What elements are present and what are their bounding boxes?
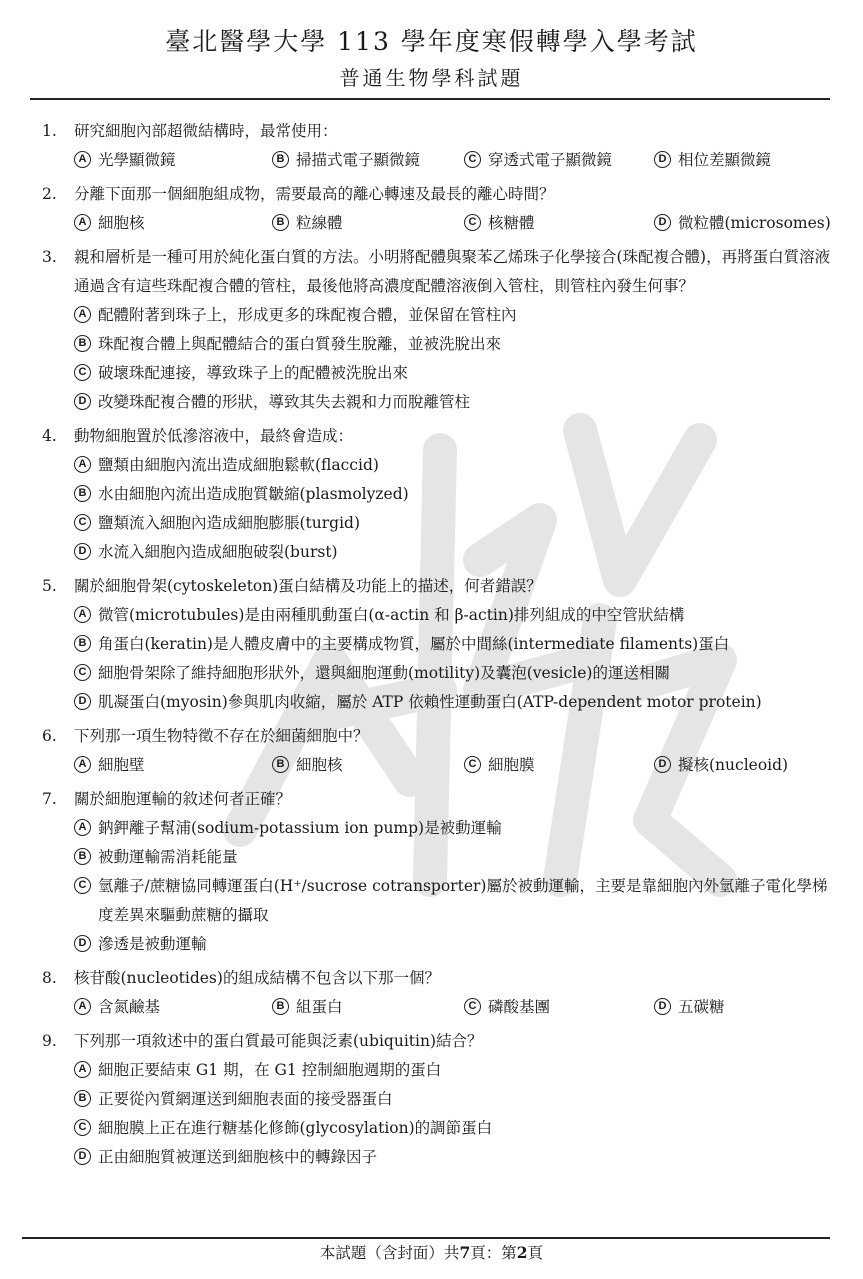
page-footer <box>0 1241 863 1265</box>
question-2 <box>42 180 842 238</box>
option-c <box>464 146 654 175</box>
option-b <box>272 209 464 238</box>
option-label-c: C <box>74 664 91 681</box>
option-label-a: A <box>74 998 91 1015</box>
option-text: 含氮鹼基 <box>98 998 161 1016</box>
option-text: 組蛋白 <box>296 998 343 1016</box>
option-label-b: B <box>272 151 289 168</box>
option-d <box>74 930 842 959</box>
option-label-b: B <box>74 635 91 652</box>
option-text: 粒線體 <box>296 214 343 232</box>
option-label-b: B <box>74 1090 91 1107</box>
option-text: 配體附著到珠子上，形成更多的珠配複合體，並保留在管柱內 <box>98 306 517 324</box>
option-text: 細胞壁 <box>98 756 145 774</box>
option-text: 擬核(nucleoid) <box>678 756 789 774</box>
question-number: 4. <box>42 427 57 445</box>
option-label-d: D <box>654 756 671 773</box>
option-a <box>74 1056 842 1085</box>
option-c <box>74 1114 842 1143</box>
option-label-a: A <box>74 214 91 231</box>
option-b <box>272 146 464 175</box>
option-text: 滲透是被動運輸 <box>98 935 207 953</box>
option-label-a: A <box>74 1061 91 1078</box>
option-text: 鹽類流入細胞內造成細胞膨脹(turgid) <box>98 514 361 532</box>
question-number: 5. <box>42 577 57 595</box>
option-text: 核糖體 <box>488 214 535 232</box>
question-9 <box>42 1027 842 1172</box>
option-b <box>74 843 842 872</box>
exam-subtitle: 普通生物學科試題 <box>339 66 524 90</box>
option-d <box>74 688 842 717</box>
option-c <box>74 509 842 538</box>
footer-prefix: 本試題（含封面）共 <box>319 1244 460 1262</box>
option-text: 穿透式電子顯微鏡 <box>488 151 613 169</box>
question-text: 分離下面那一個細胞組成物，需要最高的離心轉速及最長的離心時間？ <box>74 185 555 203</box>
option-a <box>74 993 272 1022</box>
question-number: 1. <box>42 122 57 140</box>
option-text: 五碳糖 <box>678 998 725 1016</box>
question-6 <box>42 722 842 780</box>
footer-total-pages: 7 <box>459 1243 471 1262</box>
option-text: 水由細胞內流出造成胞質皺縮(plasmolyzed) <box>98 485 409 503</box>
option-text: 水流入細胞內造成細胞破裂(burst) <box>98 543 338 561</box>
option-b <box>272 751 464 780</box>
option-text: 微粒體(microsomes) <box>678 214 831 232</box>
question-7 <box>42 785 842 959</box>
option-d <box>654 146 854 175</box>
question-text: 研究細胞內部超微結構時，最常使用： <box>74 122 338 140</box>
option-text: 正要從內質網運送到細胞表面的接受器蛋白 <box>98 1090 393 1108</box>
question-text: 下列那一項生物特徵不存在於細菌細胞中？ <box>74 727 369 745</box>
option-text: 細胞膜 <box>488 756 535 774</box>
option-text: 改變珠配複合體的形狀，導致其失去親和力而脫離管柱 <box>98 393 471 411</box>
option-label-d: D <box>74 393 91 410</box>
option-label-c: C <box>74 514 91 531</box>
page-header <box>0 24 863 94</box>
option-text: 細胞骨架除了維持細胞形狀外，還與細胞運動(motility)及囊泡(vesicle)的運送相關 <box>98 664 670 682</box>
footer-middle: 頁：第 <box>470 1244 517 1262</box>
option-d <box>74 1143 842 1172</box>
question-number: 8. <box>42 969 57 987</box>
option-text: 細胞正要結束 G1 期，在 G1 控制細胞週期的蛋白 <box>98 1061 442 1079</box>
option-text: 相位差顯微鏡 <box>678 151 772 169</box>
option-a <box>74 209 272 238</box>
option-label-d: D <box>74 1148 91 1165</box>
option-b <box>74 630 842 659</box>
option-text: 微管(microtubules)是由兩種肌動蛋白(α-actin 和 β-actin)排列組成的中空管狀結構 <box>98 606 685 624</box>
option-label-c: C <box>74 877 91 894</box>
option-label-d: D <box>654 998 671 1015</box>
option-a <box>74 601 842 630</box>
question-number: 3. <box>42 248 57 266</box>
question-text: 核苷酸(nucleotides)的組成結構不包含以下那一個？ <box>74 969 440 987</box>
option-b <box>272 993 464 1022</box>
header-divider <box>30 98 830 100</box>
question-number: 9. <box>42 1032 57 1050</box>
question-5 <box>42 572 842 717</box>
option-c <box>464 993 654 1022</box>
option-c <box>74 872 842 930</box>
option-d <box>74 538 842 567</box>
question-text: 親和層析是一種可用於純化蛋白質的方法。小明將配體與聚苯乙烯珠子化學接合(珠配複合體)，再將蛋白質溶液通過含有這些珠配複合體的管柱，最後他將高濃度配體溶液倒入管柱，則管柱內發生何事？ <box>74 248 831 295</box>
option-d <box>74 388 842 417</box>
option-text: 掃描式電子顯微鏡 <box>296 151 421 169</box>
option-d <box>654 751 854 780</box>
option-text: 角蛋白(keratin)是人體皮膚中的主要構成物質，屬於中間絲(intermediate filaments)蛋白 <box>98 635 730 653</box>
option-text: 破壞珠配連接，導致珠子上的配體被洗脫出來 <box>98 364 409 382</box>
question-4 <box>42 422 842 567</box>
footer-divider <box>22 1237 830 1239</box>
option-label-c: C <box>74 1119 91 1136</box>
question-8 <box>42 964 842 1022</box>
question-3 <box>42 243 842 417</box>
option-text: 鈉鉀離子幫浦(sodium-potassium ion pump)是被動運輸 <box>98 819 502 837</box>
option-label-b: B <box>272 214 289 231</box>
option-label-b: B <box>74 335 91 352</box>
option-label-a: A <box>74 756 91 773</box>
option-a <box>74 301 842 330</box>
option-label-c: C <box>74 364 91 381</box>
question-number: 7. <box>42 790 57 808</box>
option-text: 磷酸基團 <box>488 998 551 1016</box>
option-label-a: A <box>74 306 91 323</box>
footer-suffix: 頁 <box>527 1244 544 1262</box>
footer-current-page: 2 <box>516 1243 528 1262</box>
option-a <box>74 814 842 843</box>
option-b <box>74 480 842 509</box>
option-text: 光學顯微鏡 <box>98 151 176 169</box>
option-b <box>74 1085 842 1114</box>
option-d <box>654 993 854 1022</box>
question-1 <box>42 117 842 175</box>
question-text: 關於細胞運輸的敘述何者正確？ <box>74 790 292 808</box>
option-c <box>74 659 842 688</box>
option-label-b: B <box>74 485 91 502</box>
option-label-b: B <box>272 998 289 1015</box>
question-text: 動物細胞置於低滲溶液中，最終會造成： <box>74 427 354 445</box>
option-label-c: C <box>464 756 481 773</box>
question-number: 2. <box>42 185 57 203</box>
option-b <box>74 330 842 359</box>
option-c <box>464 751 654 780</box>
option-label-a: A <box>74 456 91 473</box>
option-text: 被動運輸需消耗能量 <box>98 848 238 866</box>
exam-title: 臺北醫學大學 113 學年度寒假轉學入學考試 <box>165 27 698 56</box>
question-text: 下列那一項敘述中的蛋白質最可能與泛素(ubiquitin)結合？ <box>74 1032 483 1050</box>
option-text: 肌凝蛋白(myosin)參與肌肉收縮，屬於 ATP 依賴性運動蛋白(ATP-dependent motor protein) <box>98 693 762 711</box>
option-text: 正由細胞質被運送到細胞核中的轉錄因子 <box>98 1148 378 1166</box>
option-label-d: D <box>74 935 91 952</box>
option-a <box>74 451 842 480</box>
option-label-a: A <box>74 606 91 623</box>
option-label-a: A <box>74 819 91 836</box>
option-label-b: B <box>272 756 289 773</box>
option-a <box>74 751 272 780</box>
option-label-c: C <box>464 214 481 231</box>
option-text: 細胞核 <box>296 756 343 774</box>
option-label-d: D <box>74 693 91 710</box>
option-text: 珠配複合體上與配體結合的蛋白質發生脫離，並被洗脫出來 <box>98 335 502 353</box>
question-list <box>42 117 842 1177</box>
question-text: 關於細胞骨架(cytoskeleton)蛋白結構及功能上的描述，何者錯誤？ <box>74 577 542 595</box>
option-label-c: C <box>464 151 481 168</box>
option-d <box>654 209 854 238</box>
option-text: 鹽類由細胞內流出造成細胞鬆軟(flaccid) <box>98 456 379 474</box>
option-text: 細胞核 <box>98 214 145 232</box>
option-label-d: D <box>654 151 671 168</box>
option-a <box>74 146 272 175</box>
option-text: 氫離子/蔗糖協同轉運蛋白(H⁺/sucrose cotransporter)屬於被動運輸，主要是靠細胞內外氫離子電化學梯度差異來驅動蔗糖的攝取 <box>98 877 828 924</box>
option-c <box>464 209 654 238</box>
option-label-d: D <box>74 543 91 560</box>
option-label-d: D <box>654 214 671 231</box>
option-text: 細胞膜上正在進行糖基化修飾(glycosylation)的調節蛋白 <box>98 1119 493 1137</box>
question-number: 6. <box>42 727 57 745</box>
option-label-c: C <box>464 998 481 1015</box>
option-label-b: B <box>74 848 91 865</box>
option-label-a: A <box>74 151 91 168</box>
option-c <box>74 359 842 388</box>
